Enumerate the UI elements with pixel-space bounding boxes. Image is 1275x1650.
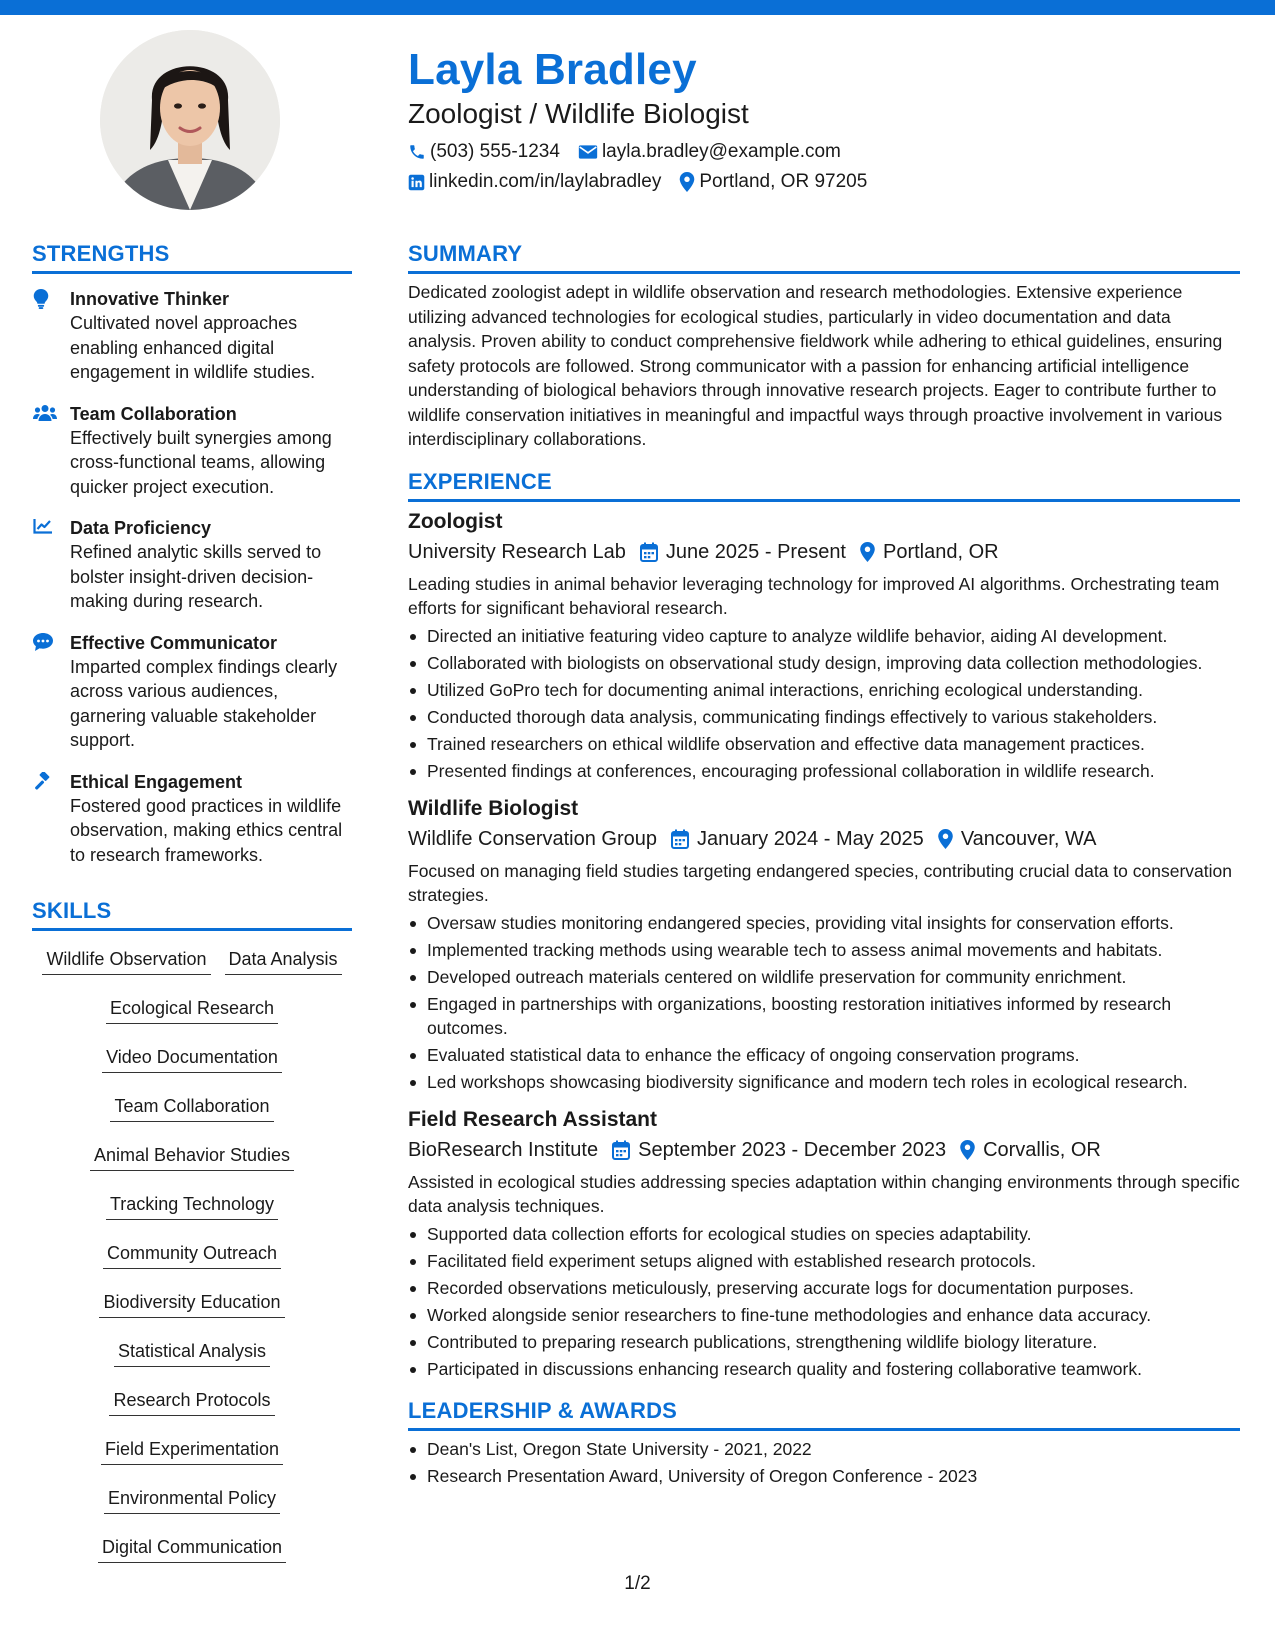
skills-heading: SKILLS [32,897,352,931]
strength-title: Team Collaboration [70,403,237,424]
strength-title: Data Proficiency [70,518,212,538]
skill-tag: Biodiversity Education [99,1286,284,1318]
job-title: Field Research Assistant [408,1107,657,1131]
contact-phone[interactable] [408,140,560,164]
list-item: Research Presentation Award, University of Oregon Conference - 2023 [408,1464,1240,1488]
strengths-heading: STRENGTHS [32,240,352,274]
list-item: Collaborated with biologists on observational study design, improving data collection methodologies. [408,651,1240,675]
calendar-icon [671,829,689,849]
skill-tag: Wildlife Observation [42,943,210,975]
leadership-list [408,1437,1240,1488]
strength-item [32,516,352,614]
candidate-title: Zoologist / Wildlife Biologist [408,98,749,129]
strength-title: Innovative Thinker [70,289,230,309]
job-entry [408,1107,1240,1381]
map-pin-icon [960,1140,975,1160]
skill-tag: Environmental Policy [104,1482,280,1514]
list-item: Directed an initiative featuring video capture to analyze wildlife behavior, aiding AI development. [408,624,1240,648]
job-bullets [408,624,1240,783]
skill-tag: Digital Communication [98,1531,286,1563]
page-number: 1/2 [624,1573,651,1594]
candidate-name: Layla Bradley [408,45,697,94]
strength-desc: Imparted complex findings clearly across various audiences, garnering valuable stakeholder support. [70,656,338,750]
job-entry [408,796,1240,1094]
linkedin-text: linkedin.com/in/laylabradley [429,171,662,192]
contact-email[interactable] [578,140,841,164]
job-title: Zoologist [408,509,503,533]
strength-desc: Cultivated novel approaches enabling enhanced digital engagement in wildlife studies. [70,313,316,382]
summary-text: Dedicated zoologist adept in wildlife observation and research methodologies. Extensive experience utilizing advanced technologies for ecological studies, particularly in video documentation and data analysis. Proven ability to conduct comprehensive fieldwork while adhering to ethical guidelines, ensuring safety protocols are followed. Strong communicator with a passion for enhancing artificial intelligence understanding of biological behaviors through innovative research projects. Eager to contribute further to wildlife conservation initiatives in meaningful and impactful ways through proactive involvement in various interdisciplinary collaborations. [408,282,1223,449]
strength-item [32,770,352,868]
skills-list [32,943,352,1580]
skill-tag: Team Collaboration [110,1090,273,1122]
list-item: Supported data collection efforts for ecological studies on species adaptability. [408,1222,1240,1246]
strength-item [32,402,352,500]
list-item: Worked alongside senior researchers to fine-tune methodologies and enhance data accuracy. [408,1303,1240,1327]
skill-tag: Video Documentation [102,1041,282,1073]
job-entry [408,509,1240,783]
job-location: Corvallis, OR [983,1138,1101,1161]
contact-row-2 [408,170,1228,194]
strengths-list [32,287,352,867]
experience-heading: EXPERIENCE [408,468,1240,502]
skill-tag: Data Analysis [225,943,342,975]
resume-header [408,44,1228,194]
lightbulb-icon [33,289,49,309]
users-icon [33,404,57,422]
job-title: Wildlife Biologist [408,796,579,820]
job-meta [408,826,1240,852]
portrait-illustration [100,30,280,210]
list-item: Utilized GoPro tech for documenting animal interactions, enriching ecological understanding. [408,678,1240,702]
list-item: Evaluated statistical data to enhance the efficacy of ongoing conservation programs. [408,1043,1240,1067]
map-pin-icon [679,172,695,192]
gavel-icon [33,772,53,792]
skill-tag: Statistical Analysis [114,1335,270,1367]
strength-item [32,631,352,753]
job-org: Wildlife Conservation Group [408,827,657,850]
strength-title: Effective Communicator [70,632,278,653]
list-item: Facilitated field experiment setups aligned with established research protocols. [408,1249,1240,1273]
map-pin-icon [938,829,953,849]
job-dates: January 2024 - May 2025 [697,827,924,850]
profile-photo [100,30,280,210]
top-accent-bar [0,0,1275,15]
job-org: University Research Lab [408,540,626,563]
strength-title: Ethical Engagement [70,771,243,792]
strength-desc: Refined analytic skills served to bolster insight-driven decision-making during research. [70,542,322,611]
right-column [408,240,1240,1488]
linkedin-icon [408,174,425,191]
calendar-icon [640,542,658,562]
job-org: BioResearch Institute [408,1138,599,1161]
job-description: Focused on managing field studies targeting endangered species, contributing crucial data to conservation strategies. [408,860,1232,905]
summary-heading: SUMMARY [408,240,1240,274]
skill-tag: Research Protocols [109,1384,274,1416]
map-pin-icon [860,542,875,562]
list-item: Implemented tracking methods using wearable tech to assess animal movements and habitats. [408,938,1240,962]
list-item: Participated in discussions enhancing research quality and fostering collaborative teamwork. [408,1357,1240,1381]
list-item: Conducted thorough data analysis, communicating findings effectively to various stakeholders. [408,705,1240,729]
skill-tag: Community Outreach [103,1237,281,1269]
list-item: Dean's List, Oregon State University - 2021, 2022 [408,1437,1240,1461]
list-item: Trained researchers on ethical wildlife observation and effective data management practices. [408,732,1240,756]
skill-tag: Ecological Research [106,992,278,1024]
job-meta [408,539,1240,565]
left-column [32,240,352,1580]
job-description: Leading studies in animal behavior leveraging technology for improved AI algorithms. Orchestrating team efforts for significant behavioral research. [408,573,1220,618]
job-bullets [408,911,1240,1094]
phone-icon [408,143,426,161]
job-bullets [408,1222,1240,1381]
job-location: Portland, OR [883,540,999,563]
list-item: Recorded observations meticulously, preserving accurate logs for documentation purposes. [408,1276,1240,1300]
email-text: layla.bradley@example.com [601,141,841,162]
job-meta [408,1137,1240,1163]
strength-item [32,287,352,385]
phone-text: (503) 555-1234 [430,141,560,162]
skill-tag: Field Experimentation [101,1433,283,1465]
skill-tag: Animal Behavior Studies [90,1139,294,1171]
job-dates: June 2025 - Present [665,540,846,563]
contact-linkedin[interactable] [408,170,661,194]
list-item: Developed outreach materials centered on wildlife preservation for community enrichment. [408,965,1240,989]
chart-line-icon [33,518,53,534]
list-item: Presented findings at conferences, encouraging professional collaboration in wildlife research. [408,759,1240,783]
job-description: Assisted in ecological studies addressing species adaptation within changing environments through specific data analysis techniques. [408,1171,1240,1216]
location-text: Portland, OR 97205 [699,171,868,192]
job-location: Vancouver, WA [960,827,1097,850]
calendar-icon [612,1140,630,1160]
job-dates: September 2023 - December 2023 [638,1138,947,1161]
leadership-heading: LEADERSHIP & AWARDS [408,1397,1240,1431]
skill-tag: Tracking Technology [106,1188,278,1220]
strength-desc: Effectively built synergies among cross-functional teams, allowing quicker project execution. [70,427,332,497]
list-item: Oversaw studies monitoring endangered species, providing vital insights for conservation efforts. [408,911,1240,935]
contact-location [679,170,867,194]
contact-row-1 [408,140,1228,164]
strength-desc: Fostered good practices in wildlife observation, making ethics central to research frameworks. [70,795,343,865]
chat-bubble-icon [33,633,53,651]
envelope-icon [578,144,598,160]
list-item: Led workshops showcasing biodiversity significance and modern tech roles in ecological research. [408,1070,1240,1094]
list-item: Engaged in partnerships with organizations, boosting restoration initiatives informed by research outcomes. [408,992,1240,1040]
list-item: Contributed to preparing research publications, strengthening wildlife biology literature. [408,1330,1240,1354]
